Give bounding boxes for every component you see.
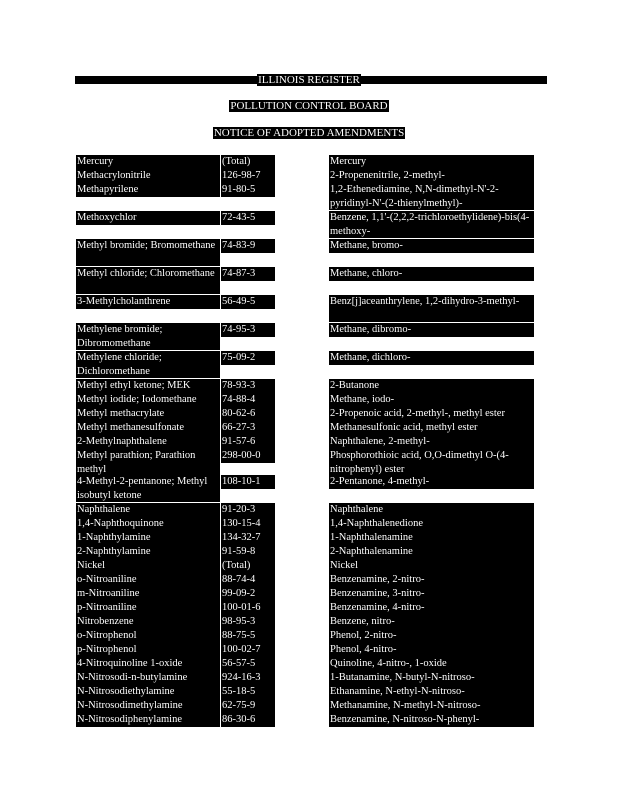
constituent-name: N-Nitrosodimethylamine [76,699,220,713]
index-name: Methane, chloro- [329,267,534,281]
constituent-name: Methylene bromide; Dibromomethane [76,323,220,350]
index-name: Quinoline, 4-nitro-, 1-oxide [329,657,534,671]
constituent-name: 4-Methyl-2-pentanone; Methyl isobutyl ketone [76,475,220,502]
index-name: 1,2-Ethenediamine, N,N-dimethyl-N'-2-pyridinyl-N'-(2-thienylmethyl)- [329,183,534,210]
cas-number: 72-43-5 [221,211,275,225]
constituent-name: Naphthalene [76,503,220,517]
index-name: Mercury [329,155,534,169]
index-name: Benz[j]aceanthrylene, 1,2-dihydro-3-methyl- [329,295,534,322]
constituent-name: Methyl ethyl ketone; MEK [76,379,220,393]
cas-number: 78-93-3 [221,379,275,393]
index-name: Nickel [329,559,534,573]
index-name: Methanesulfonic acid, methyl ester [329,421,534,435]
index-name: 2-Propenoic acid, 2-methyl-, methyl ester [329,407,534,421]
cas-number: 55-18-5 [221,685,275,699]
cas-number: 91-20-3 [221,503,275,517]
constituent-name: o-Nitroaniline [76,573,220,587]
cas-number: 80-62-6 [221,407,275,421]
cas-number: 88-74-4 [221,573,275,587]
cas-number: 98-95-3 [221,615,275,629]
constituent-name: 4-Nitroquinoline 1-oxide [76,657,220,671]
board-name: POLLUTION CONTROL BOARD [230,100,388,112]
cas-number: 74-87-3 [221,267,275,281]
index-name: 2-Propenenitrile, 2-methyl- [329,169,534,183]
cas-number: 100-01-6 [221,601,275,615]
cas-number: 75-09-2 [221,351,275,365]
constituent-name: Methylene chloride; Dichloromethane [76,351,220,378]
index-name: 1-Butanamine, N-butyl-N-nitroso- [329,671,534,685]
constituent-name: 1,4-Naphthoquinone [76,517,220,531]
constituent-name: o-Nitrophenol [76,629,220,643]
cas-number: 91-80-5 [221,183,275,197]
constituent-name: Methyl iodide; Iodomethane [76,393,220,407]
constituent-name: Methyl parathion; Parathion methyl [76,449,220,476]
constituent-name: Nickel [76,559,220,573]
constituent-name: Methapyrilene [76,183,220,197]
constituent-name: N-Nitrosodiethylamine [76,685,220,699]
index-name: 1-Naphthalenamine [329,531,534,545]
constituent-name: 2-Methylnaphthalene [76,435,220,449]
constituent-name: m-Nitroaniline [76,587,220,601]
cas-number: 91-59-8 [221,545,275,559]
constituent-name: Methyl methanesulfonate [76,421,220,435]
constituent-name: Methyl chloride; Chloromethane [76,267,220,294]
notice-title: NOTICE OF ADOPTED AMENDMENTS [213,127,405,139]
index-name: Methane, dibromo- [329,323,534,337]
constituent-name: 2-Naphthylamine [76,545,220,559]
index-name: 2-Naphthalenamine [329,545,534,559]
index-name: Ethanamine, N-ethyl-N-nitroso- [329,685,534,699]
index-name: Phosphorothioic acid, O,O-dimethyl O-(4-nitrophenyl) ester [329,449,534,476]
cas-number: 56-49-5 [221,295,275,309]
cas-number: 56-57-5 [221,657,275,671]
cas-number: 91-57-6 [221,435,275,449]
register-title: ILLINOIS REGISTER [258,74,360,86]
index-name: Phenol, 4-nitro- [329,643,534,657]
cas-number: 126-98-7 [221,169,275,183]
cas-number: (Total) [221,559,275,573]
cas-number: 298-00-0 [221,449,275,463]
cas-number: 130-15-4 [221,517,275,531]
constituent-name: Methyl bromide; Bromomethane [76,239,220,266]
cas-number: 86-30-6 [221,713,275,727]
cas-number: 74-88-4 [221,393,275,407]
constituent-name: p-Nitrophenol [76,643,220,657]
cas-number: 134-32-7 [221,531,275,545]
constituent-name: Methacrylonitrile [76,169,220,183]
constituent-name: Methyl methacrylate [76,407,220,421]
index-name: Methanamine, N-methyl-N-nitroso- [329,699,534,713]
constituent-name: Mercury [76,155,220,169]
index-name: Benzenamine, 2-nitro- [329,573,534,587]
cas-number: 924-16-3 [221,671,275,685]
cas-number: 62-75-9 [221,699,275,713]
constituent-name: 3-Methylcholanthrene [76,295,220,309]
index-name: Phenol, 2-nitro- [329,629,534,643]
constituent-name: N-Nitrosodi-n-butylamine [76,671,220,685]
cas-number: 99-09-2 [221,587,275,601]
index-name: Benzene, nitro- [329,615,534,629]
cas-number: 100-02-7 [221,643,275,657]
index-name: Benzenamine, 4-nitro- [329,601,534,615]
cas-number: (Total) [221,155,275,169]
index-name: 2-Butanone [329,379,534,393]
index-name: Methane, dichloro- [329,351,534,365]
cas-number: 88-75-5 [221,629,275,643]
constituent-name: Methoxychlor [76,211,220,225]
cas-number: 74-83-9 [221,239,275,253]
constituent-name: Nitrobenzene [76,615,220,629]
index-name: Naphthalene [329,503,534,517]
cas-number: 66-27-3 [221,421,275,435]
index-name: Naphthalene, 2-methyl- [329,435,534,449]
cas-number: 108-10-1 [221,475,275,489]
index-name: Benzenamine, N-nitroso-N-phenyl- [329,713,534,727]
constituent-name: p-Nitroaniline [76,601,220,615]
index-name: Methane, iodo- [329,393,534,407]
index-name: 1,4-Naphthalenedione [329,517,534,531]
index-name: Benzene, 1,1'-(2,2,2-trichloroethylidene)-bis(4-methoxy- [329,211,534,238]
cas-number: 74-95-3 [221,323,275,337]
index-name: Benzenamine, 3-nitro- [329,587,534,601]
constituent-name: 1-Naphthylamine [76,531,220,545]
index-name: Methane, bromo- [329,239,534,253]
constituent-name: N-Nitrosodiphenylamine [76,713,220,727]
index-name: 2-Pentanone, 4-methyl- [329,475,534,489]
